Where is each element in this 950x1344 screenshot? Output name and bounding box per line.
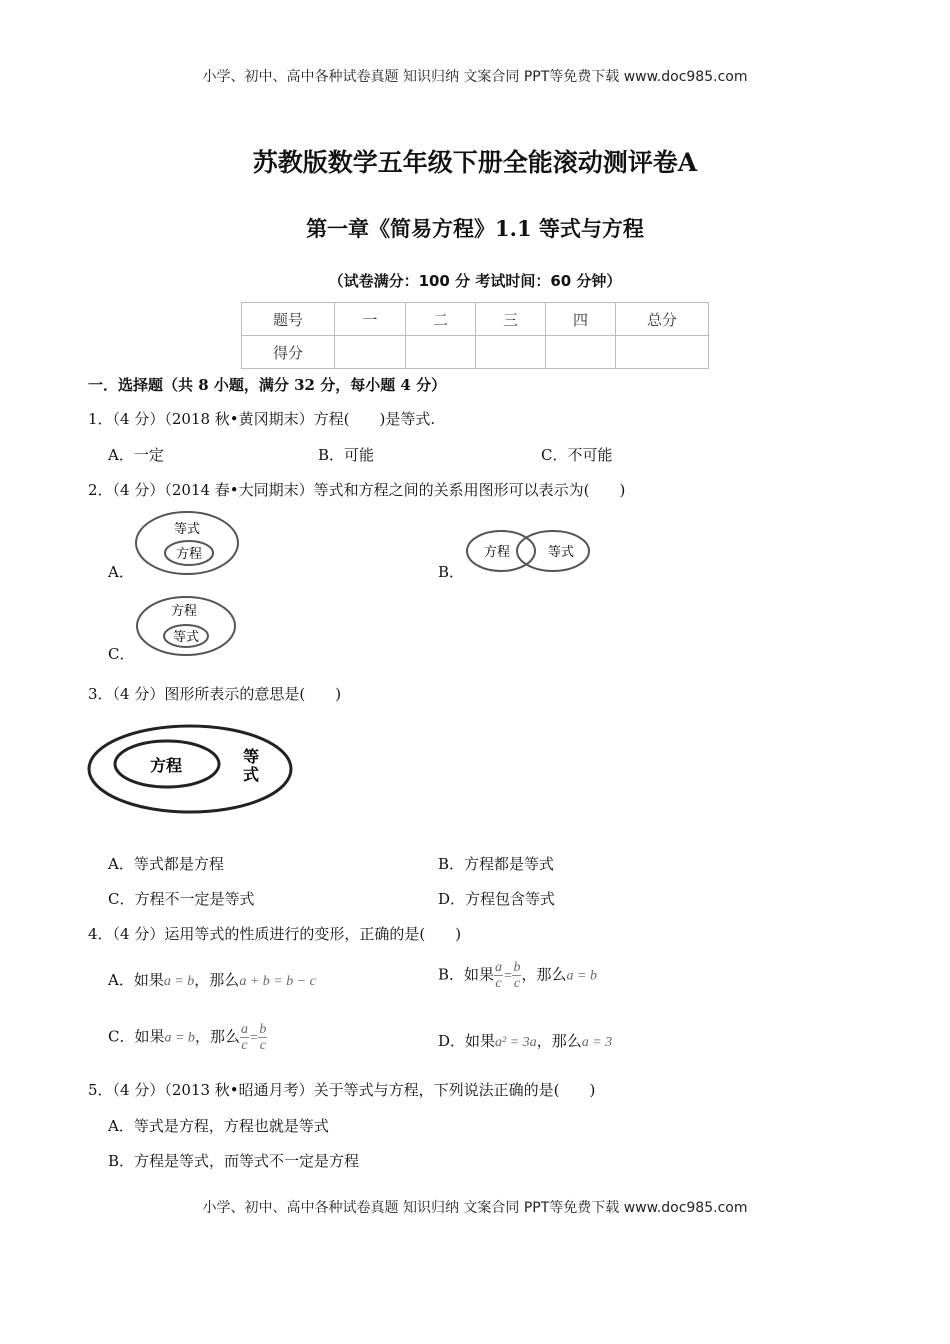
q4-option-a: A．如果a = b，那么a + b = b − c xyxy=(108,971,316,989)
diagram-label: 方程 xyxy=(175,547,203,562)
q2-stem: 2．（4 分）（2014 春•大同期末）等式和方程之间的关系用图形可以表示为( ) xyxy=(88,481,626,499)
q4-option-c: C．如果a = b，那么 $\frac{a}{c}$ = $\frac{b}{c}$ xyxy=(108,1022,267,1053)
header-cell: 二 xyxy=(406,303,476,336)
diagram-label: 等式 xyxy=(173,522,201,537)
diagram-label: 方程 xyxy=(149,756,183,775)
diagram-label: 等式 xyxy=(172,630,200,645)
header-cell: 题号 xyxy=(242,303,335,336)
diagram-label: 方程 xyxy=(170,604,198,619)
q1-option-a: A．一定 xyxy=(108,446,164,464)
q5-option-b: B．方程是等式，而等式不一定是方程 xyxy=(108,1152,360,1170)
header-cell: 总分 xyxy=(616,303,709,336)
header-cell: 三 xyxy=(476,303,546,336)
q3-option-d: D．方程包含等式 xyxy=(438,890,556,908)
q4-option-d: D．如果a² = 3a，那么a = 3 xyxy=(438,1032,613,1050)
q2-option-a: A． xyxy=(108,563,134,581)
q3-option-b: B．方程都是等式 xyxy=(438,855,555,873)
exam-info: （试卷满分：100 分 考试时间：60 分钟） xyxy=(328,272,622,290)
q2-diagram-c xyxy=(133,593,239,659)
diagram-label: 等式 xyxy=(547,545,575,560)
section-heading: 一．选择题（共 8 小题，满分 32 分，每小题 4 分） xyxy=(88,376,447,394)
q2-option-c: C． xyxy=(108,645,135,663)
page-title: 苏教版数学五年级下册全能滚动测评卷A xyxy=(252,148,698,177)
score-cell[interactable] xyxy=(476,336,546,369)
diagram-label: 式 xyxy=(242,765,260,784)
q2-diagram-b xyxy=(463,527,593,575)
q5-stem: 5．（4 分）（2013 秋•昭通月考）关于等式与方程，下列说法正确的是( ) xyxy=(88,1081,596,1099)
q4-option-b: B．如果 $\frac{a}{c}$ = $\frac{b}{c}$ ，那么a = b xyxy=(438,960,597,991)
score-table xyxy=(241,302,709,369)
page-subtitle: 第一章《简易方程》1.1 等式与方程 xyxy=(306,216,644,241)
page-header: 小学、初中、高中各种试卷真题 知识归纳 文案合同 PPT等免费下载 www.doc985.com xyxy=(202,69,748,85)
q3-diagram xyxy=(86,722,296,818)
q4-stem: 4．（4 分）运用等式的性质进行的变形，正确的是( ) xyxy=(88,925,462,943)
diagram-label: 方程 xyxy=(483,545,511,560)
header-cell: 一 xyxy=(335,303,406,336)
q3-stem: 3．（4 分）图形所表示的意思是( ) xyxy=(88,685,342,703)
q1-stem: 1．（4 分）（2018 秋•黄冈期末）方程( )是等式. xyxy=(88,410,436,428)
q2-diagram-a xyxy=(133,508,243,578)
score-cell[interactable] xyxy=(335,336,406,369)
score-cell[interactable] xyxy=(546,336,616,369)
header-cell: 四 xyxy=(546,303,616,336)
row-label: 得分 xyxy=(242,336,335,369)
q1-option-c: C．不可能 xyxy=(541,446,613,464)
diagram-label: 等 xyxy=(242,747,260,766)
score-cell[interactable] xyxy=(616,336,709,369)
q1-option-b: B．可能 xyxy=(318,446,375,464)
q3-option-c: C．方程不一定是等式 xyxy=(108,890,255,908)
page-footer: 小学、初中、高中各种试卷真题 知识归纳 文案合同 PPT等免费下载 www.doc985.com xyxy=(202,1200,748,1216)
q5-option-a: A．等式是方程，方程也就是等式 xyxy=(108,1117,329,1135)
q2-option-b: B． xyxy=(438,563,465,581)
q3-option-a: A．等式都是方程 xyxy=(108,855,224,873)
score-cell[interactable] xyxy=(406,336,476,369)
